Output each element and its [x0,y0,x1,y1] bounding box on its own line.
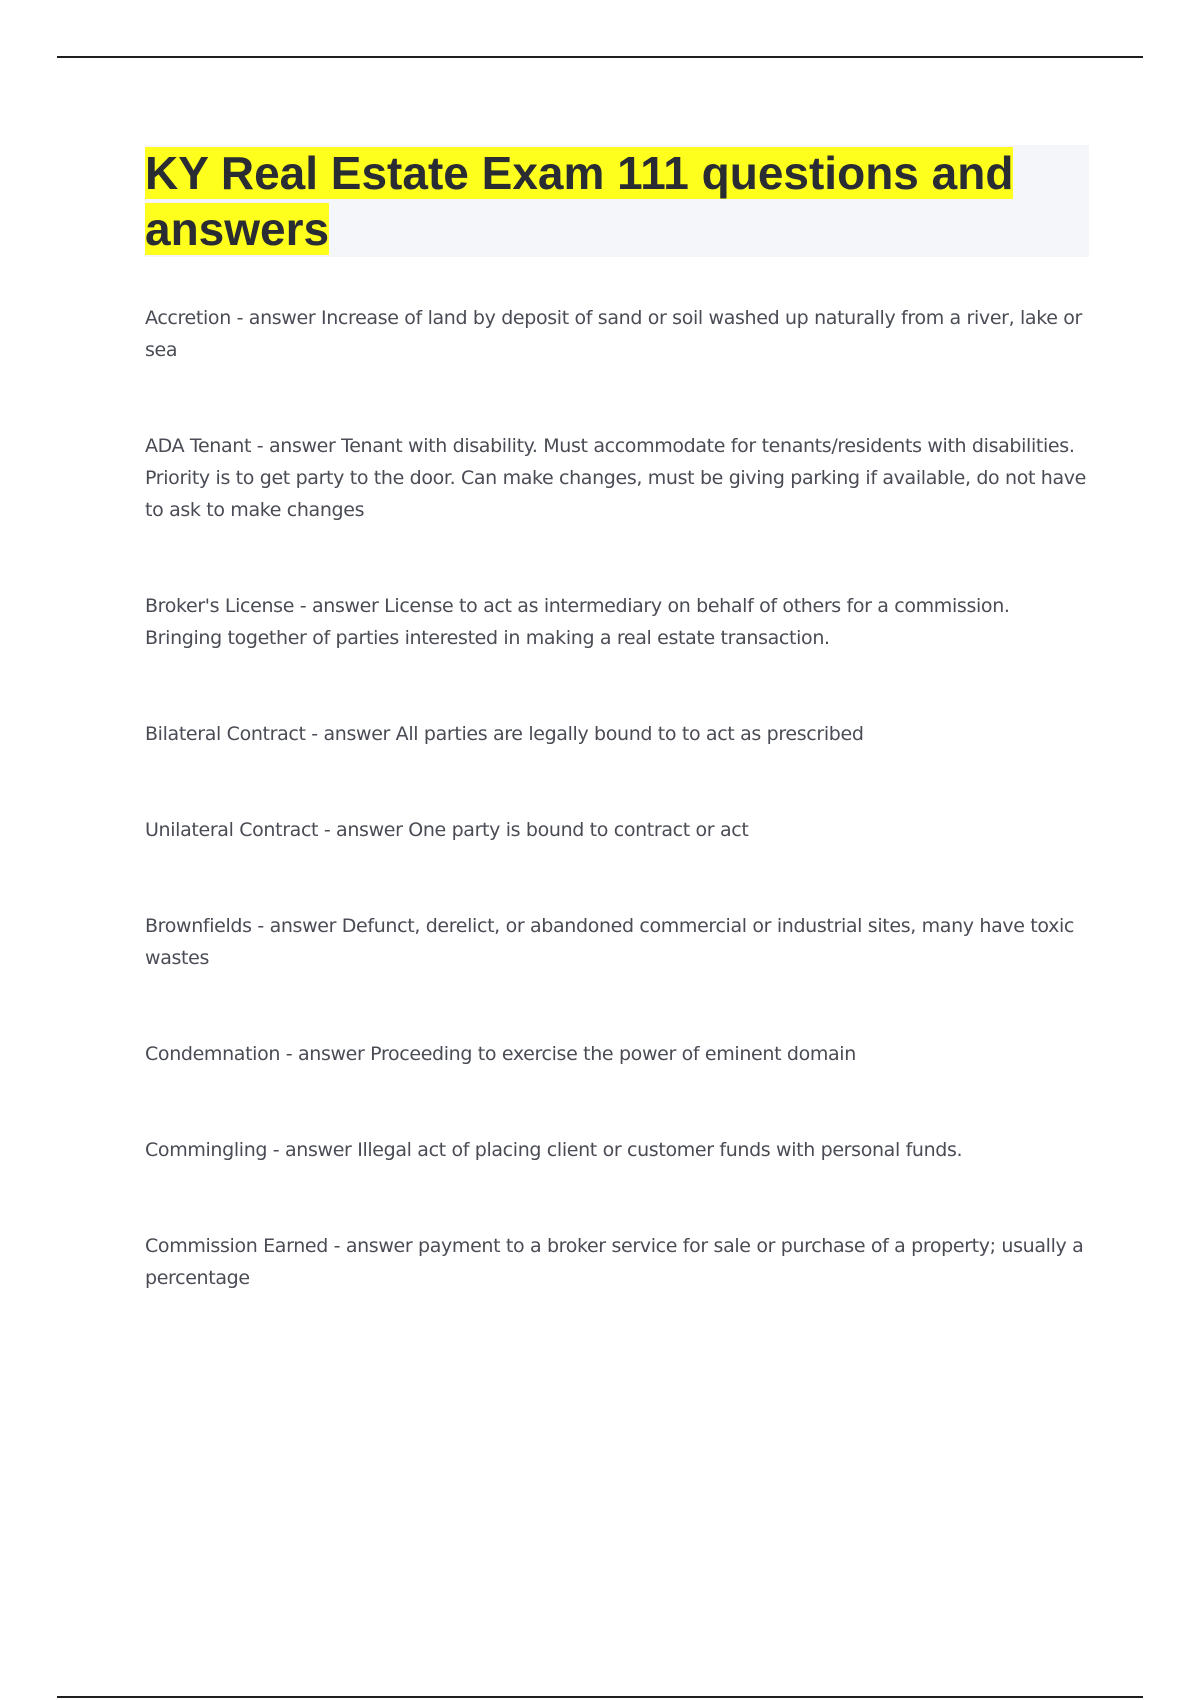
entry-commission-earned: Commission Earned - answer payment to a broker service for sale or purchase of a property; usually a percentage [145,1235,1084,1289]
entry-bilateral-contract: Bilateral Contract - answer All parties are legally bound to to act as prescribed [145,723,864,745]
entry-list [145,302,1090,1294]
entry-brownfields: Brownfields - answer Defunct, derelict, or abandoned commercial or industrial sites, many have toxic wastes [145,915,1074,969]
title-block [145,145,1089,257]
entry-accretion: Accretion - answer Increase of land by deposit of sand or soil washed up naturally from a river, lake or sea [145,307,1082,361]
bottom-rule [57,1696,1143,1698]
entry-condemnation: Condemnation - answer Proceeding to exercise the power of eminent domain [145,1043,856,1065]
entry-ada-tenant: ADA Tenant - answer Tenant with disability. Must accommodate for tenants/residents with disabilities. Priority is to get party to the door. Can make changes, must be giving parking if available, do not have to ask to make changes [145,435,1086,521]
document-title [145,145,1089,257]
top-rule [57,56,1143,58]
entry-brokers-license: Broker's License - answer License to act as intermediary on behalf of others for a commission. Bringing together of parties interested in making a real estate transaction. [145,595,1010,649]
entry-unilateral-contract: Unilateral Contract - answer One party is bound to contract or act [145,819,749,841]
entry-commingling: Commingling - answer Illegal act of placing client or customer funds with personal funds. [145,1139,963,1161]
document-title-text: KY Real Estate Exam 111 questions and answers [145,147,1014,255]
